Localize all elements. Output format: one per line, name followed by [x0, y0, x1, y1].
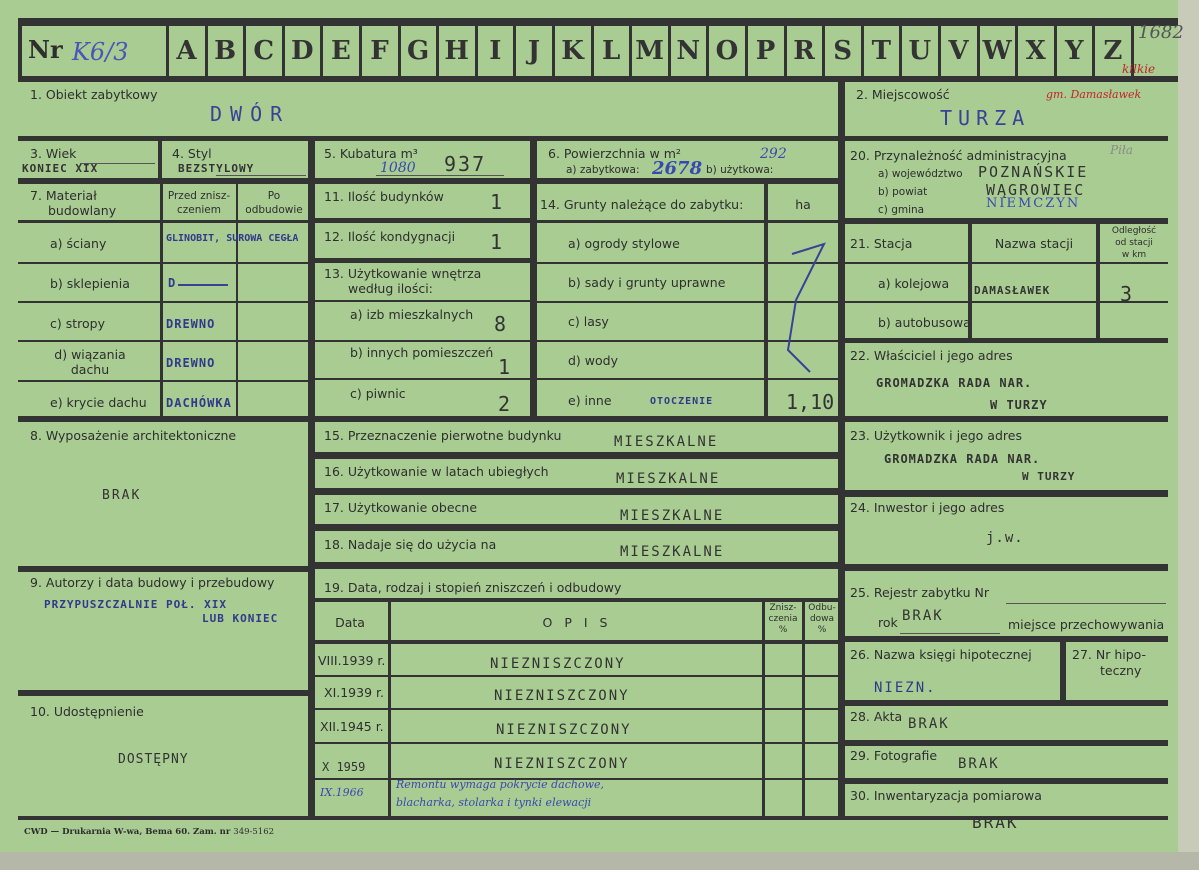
- letter-tab-t: T: [863, 26, 900, 76]
- col-nazwa-stacji: Nazwa stacji: [994, 236, 1074, 251]
- letter-separator: [861, 18, 864, 82]
- divider-7-r2: [18, 301, 310, 303]
- divider-below-23: [842, 490, 1168, 497]
- value-inne-pomieszczenia: 1: [498, 355, 513, 379]
- divider-below-17: [312, 524, 842, 531]
- label-obiekt: 1. Obiekt zabytkowy: [30, 87, 158, 102]
- divider-below-25: [842, 636, 1168, 642]
- divider-below-15: [312, 452, 842, 459]
- letter-tab-i: I: [477, 26, 514, 76]
- divider-below-26: [842, 700, 1168, 706]
- value-krycie: DACHÓWKA: [166, 396, 232, 410]
- value-stropy: DREWNO: [166, 317, 216, 331]
- col-przed-1: Przed znisz-: [167, 190, 231, 202]
- letter-tab-c: C: [245, 26, 282, 76]
- label-ha: ha: [795, 197, 811, 212]
- divider-row-mid: [18, 416, 1168, 422]
- letter-tab-v: V: [940, 26, 977, 76]
- label-inwentaryzacja: 30. Inwentaryzacja pomiarowa: [850, 788, 1042, 803]
- col-odleglosc-3: w km: [1121, 250, 1147, 260]
- value-wlasciciel-1: GROMADZKA RADA NAR.: [876, 376, 1033, 390]
- value-udostepnienie: DOSTĘPNY: [118, 752, 189, 767]
- letter-separator: [899, 18, 902, 82]
- col-odbudowa-1: Odbu-: [808, 603, 836, 613]
- letter-separator: [745, 18, 748, 82]
- letter-separator: [398, 18, 401, 82]
- label-wiazania-2: dachu: [70, 362, 110, 377]
- corner-note: kilkie: [1122, 62, 1156, 76]
- label-stropy: c) stropy: [50, 316, 105, 331]
- letter-separator: [1092, 18, 1095, 82]
- label-kolejowa: a) kolejowa: [878, 276, 950, 291]
- letter-tab-s: S: [824, 26, 861, 76]
- label-izby: a) izb mieszkalnych: [350, 307, 474, 322]
- letter-separator: [205, 18, 208, 82]
- letter-tab-r: R: [786, 26, 823, 76]
- label-kondygnacje: 12. Ilość kondygnacji: [324, 229, 456, 244]
- label-uzytkowanie-wnetrza-1: 13. Użytkowanie wnętrza: [324, 266, 482, 281]
- col-odleglosc-2: od stacji: [1115, 238, 1153, 248]
- value-pow-b: 292: [760, 146, 787, 162]
- divider-13-r1: [312, 300, 534, 302]
- value-akta: BRAK: [908, 716, 950, 732]
- label-fotografie: 29. Fotografie: [850, 748, 938, 763]
- note-pila: Piła: [1110, 143, 1133, 157]
- letter-separator: [282, 18, 285, 82]
- divider-below-9: [18, 690, 310, 696]
- letter-separator: [591, 18, 594, 82]
- value-piwnice: 2: [498, 392, 513, 416]
- divider-7-head: [18, 220, 310, 223]
- divider-26-27: [1060, 640, 1066, 702]
- letter-tab-j: J: [515, 26, 552, 76]
- letter-separator: [359, 18, 362, 82]
- letter-tab-o: O: [708, 26, 745, 76]
- letter-tab-g: G: [400, 26, 437, 76]
- label-powierzchnia: 6. Powierzchnia w m²: [548, 146, 681, 161]
- col-po-1: Po: [267, 190, 281, 202]
- letter-tab-x: X: [1017, 26, 1054, 76]
- letter-tab-n: N: [670, 26, 707, 76]
- letter-tab-z: Z: [1094, 26, 1131, 76]
- letter-tab-k: K: [554, 26, 591, 76]
- divider-below-28: [842, 740, 1168, 746]
- divider-below-8: [18, 566, 310, 572]
- label-stacja: 21. Stacja: [850, 236, 913, 251]
- value-inne-ha: 1,10: [786, 390, 835, 414]
- header-bar-left: [18, 18, 22, 82]
- col-data: Data: [335, 615, 365, 630]
- value-wiek: KONIEC XIX: [22, 162, 99, 175]
- row-desc-3: NIEZNISZCZONY: [496, 722, 632, 738]
- letter-separator: [822, 18, 825, 82]
- rok-underline: [900, 633, 1000, 634]
- label-uzytkowanie-wnetrza-2: według ilości:: [348, 281, 433, 296]
- letter-tab-w: W: [979, 26, 1016, 76]
- value-gmina: NIEMCZYN: [986, 196, 1081, 211]
- label-nadaje-sie: 18. Nadaje się do użycia na: [324, 537, 497, 552]
- label-nr-hipo-1: 27. Nr hipo-: [1072, 647, 1147, 662]
- row-date-3: XII.1945 r.: [320, 719, 384, 734]
- label-wiazania-1: d) wiązania: [54, 347, 126, 362]
- value-styl: BEZSTYLOWY: [178, 162, 255, 175]
- label-rejestr: 25. Rejestr zabytku Nr: [850, 585, 990, 600]
- label-material-2: budowlany: [48, 203, 117, 218]
- label-miejsce-przechowywania: miejsce przechowywania: [1008, 617, 1165, 632]
- value-kondygnacje: 1: [490, 230, 505, 254]
- letter-separator: [513, 18, 516, 82]
- col-zniszczenia-2: czenia: [768, 614, 798, 624]
- letter-separator: [938, 18, 941, 82]
- row-desc-1: NIEZNISZCZONY: [490, 656, 626, 672]
- divider-13-r2: [312, 340, 534, 342]
- letter-separator: [320, 18, 323, 82]
- divider-7-r3: [18, 340, 310, 342]
- value-sciany: GLINOBIT, SUROWA CEGŁA: [166, 233, 299, 244]
- value-otoczenie: OTOCZENIE: [650, 396, 714, 407]
- label-powiat: b) powiat: [878, 186, 928, 198]
- row-desc-5a: Remontu wymaga pokrycie dachowe,: [396, 778, 605, 791]
- header-bar-bottom: [18, 76, 1178, 82]
- value-budynki: 1: [490, 190, 505, 214]
- label-krycie: e) krycie dachu: [50, 395, 147, 410]
- card-edge-right: [1178, 0, 1199, 870]
- label-rok: rok: [878, 615, 898, 630]
- value-kubatura-old: 1080: [380, 160, 416, 176]
- label-miejscowosc: 2. Miejscowość: [856, 87, 950, 102]
- row-desc-2: NIEZNISZCZONY: [494, 688, 630, 704]
- letter-separator: [552, 18, 555, 82]
- letter-separator: [784, 18, 787, 82]
- value-wiazania: DREWNO: [166, 356, 216, 370]
- label-sciany: a) ściany: [50, 236, 107, 251]
- col-odbudowa-3: %: [817, 625, 827, 635]
- label-przynaleznosc: 20. Przynależność administracyjna: [850, 148, 1067, 163]
- label-kubatura: 5. Kubatura m³: [324, 146, 418, 161]
- value-miejscowosc: TURZA: [940, 106, 1031, 130]
- label-grunty: 14. Grunty należące do zabytku:: [540, 197, 744, 212]
- value-powiat: WĄGROWIEC: [986, 181, 1086, 199]
- nr-label: Nr: [28, 35, 63, 64]
- row-date-2: XI.1939 r.: [324, 685, 384, 700]
- label-piwnice: c) piwnic: [350, 386, 406, 401]
- row-desc-5b: blacharka, stolarka i tynki elewacji: [396, 796, 592, 809]
- label-budynki: 11. Ilość budynków: [324, 189, 444, 204]
- col-zniszczenia-3: %: [778, 625, 788, 635]
- label-lasy: c) lasy: [568, 314, 609, 329]
- letter-tab-y: Y: [1056, 26, 1093, 76]
- value-uzytkownik-1: GROMADZKA RADA NAR.: [884, 452, 1041, 466]
- label-pow-a: a) zabytkowa:: [566, 164, 640, 176]
- footer-printer: [24, 825, 274, 839]
- divider-below-24: [842, 564, 1168, 571]
- label-pow-b: b) użytkowa:: [706, 164, 774, 176]
- label-uzytkowanie-ubiegle: 16. Użytkowanie w latach ubiegłych: [324, 464, 549, 479]
- value-kubatura: 937: [444, 152, 487, 176]
- divider-below-21: [842, 338, 1168, 343]
- value-uzytkowanie-obecne: MIESZKALNE: [620, 508, 725, 524]
- grunty-bracket-mark: [770, 240, 830, 380]
- col-opis: O P I S: [542, 615, 612, 630]
- row-date-4: X 1959: [322, 760, 366, 774]
- letter-tab-e: E: [322, 26, 359, 76]
- value-autorzy-2: LUB KONIEC: [202, 612, 279, 625]
- label-ksiega: 26. Nazwa księgi hipotecznej: [850, 647, 1032, 662]
- divider-below-11: [312, 218, 534, 223]
- value-rejestr: BRAK: [902, 608, 944, 624]
- divider-19-r2: [312, 708, 842, 710]
- label-styl: 4. Styl: [172, 146, 212, 161]
- value-odleglosc: 3: [1120, 282, 1135, 306]
- label-wojewodztwo: a) województwo: [878, 168, 963, 180]
- label-wody: d) wody: [568, 353, 618, 368]
- label-udostepnienie: 10. Udostępnienie: [30, 704, 144, 719]
- letter-separator: [475, 18, 478, 82]
- divider-row1-v: [838, 82, 845, 139]
- footer-printer-text: CWD — Drukarnia W-wa, Bema 60. Zam. nr: [24, 827, 231, 837]
- letter-separator: [977, 18, 980, 82]
- divider-below-5: [312, 178, 534, 184]
- label-uzytkowanie-obecne: 17. Użytkowanie obecne: [324, 500, 478, 515]
- row-date-1: VIII.1939 r.: [318, 653, 386, 668]
- letter-tab-b: B: [207, 26, 244, 76]
- row-date-5: IX.1966: [320, 786, 364, 799]
- value-autorzy-1: PRZYPUSZCZALNIE POŁ. XIX: [44, 598, 227, 611]
- label-nr-hipo-2: teczny: [1100, 663, 1142, 678]
- label-ogrody: a) ogrody stylowe: [568, 236, 680, 251]
- letter-tab-p: P: [747, 26, 784, 76]
- card-edge-bottom: [0, 852, 1199, 870]
- styl-underline: [216, 175, 306, 176]
- divider-below-16: [312, 488, 842, 495]
- col-zniszczenia-1: Znisz-: [769, 603, 797, 613]
- divider-19-r1: [312, 675, 842, 677]
- value-uzytkownik-2: W TURZY: [1022, 470, 1076, 483]
- value-sklepienia: D: [168, 276, 178, 290]
- divider-below-18: [312, 562, 842, 569]
- value-nadaje-sie: MIESZKALNE: [620, 544, 725, 560]
- value-przeznaczenie: MIESZKALNE: [614, 434, 719, 450]
- corner-number: 1682: [1138, 22, 1184, 43]
- letter-tab-l: L: [593, 26, 630, 76]
- letter-tab-f: F: [361, 26, 398, 76]
- label-przeznaczenie: 15. Przeznaczenie pierwotne budynku: [324, 428, 562, 443]
- label-inwestor: 24. Inwestor i jego adres: [850, 500, 1005, 515]
- value-ksiega: NIEZN.: [874, 680, 937, 696]
- letter-separator: [706, 18, 709, 82]
- letter-separator: [629, 18, 632, 82]
- value-stacja-kolejowa: DAMASŁAWEK: [974, 284, 1051, 297]
- label-akta: 28. Akta: [850, 709, 903, 724]
- label-material-1: 7. Materiał: [30, 188, 97, 203]
- divider-7-r4: [18, 380, 310, 382]
- letter-tab-u: U: [901, 26, 938, 76]
- sklepienia-dash: [178, 284, 228, 286]
- divider-3-4: [158, 138, 162, 180]
- rejestr-underline: [1006, 603, 1166, 604]
- divider-14-head: [534, 220, 840, 223]
- label-wiek: 3. Wiek: [30, 146, 77, 161]
- letter-separator: [436, 18, 439, 82]
- note-gmina: gm. Damasławek: [1046, 88, 1142, 101]
- label-inne-pomieszczenia: b) innych pomieszczeń: [350, 345, 494, 360]
- label-sklepienia: b) sklepienia: [50, 276, 130, 291]
- header-bar-top: [18, 18, 1178, 26]
- label-zniszczenia: 19. Data, rodzaj i stopień zniszczeń i odbudowy: [324, 580, 622, 595]
- label-inne: e) inne: [568, 393, 612, 408]
- col-po-2: odbudowie: [245, 204, 303, 216]
- value-wlasciciel-2: W TURZY: [990, 398, 1048, 412]
- label-wyposazenie: 8. Wyposażenie architektoniczne: [30, 428, 237, 443]
- value-wyposazenie: BRAK: [102, 488, 142, 503]
- value-pow-a: 2678: [652, 158, 703, 179]
- letter-tab-d: D: [284, 26, 321, 76]
- letter-separator: [166, 18, 169, 82]
- footer-order: 349-5162: [233, 827, 275, 837]
- label-sady: b) sady i grunty uprawne: [568, 275, 726, 290]
- divider-21-head: [842, 262, 1168, 264]
- col-przed-2: czeniem: [176, 204, 221, 216]
- letter-tab-h: H: [438, 26, 475, 76]
- divider-below-12: [312, 258, 534, 263]
- divider-7-r1: [18, 262, 310, 264]
- label-uzytkownik: 23. Użytkownik i jego adres: [850, 428, 1022, 443]
- label-gmina: c) gmina: [878, 204, 925, 216]
- letter-tab-a: A: [168, 26, 205, 76]
- value-obiekt: DWÓR: [210, 102, 291, 126]
- nr-value: K6/3: [72, 38, 129, 66]
- value-wojewodztwo: POZNAŃSKIE: [978, 163, 1089, 181]
- value-fotografie: BRAK: [958, 756, 1000, 772]
- value-inwestor: j.w.: [986, 530, 1024, 546]
- letter-separator: [243, 18, 246, 82]
- letter-separator: [1054, 18, 1057, 82]
- label-autobusowa: b) autobusowa: [878, 315, 971, 330]
- divider-19-r3: [312, 742, 842, 744]
- label-wlasciciel: 22. Właściciel i jego adres: [850, 348, 1013, 363]
- divider-col-c: [838, 138, 845, 818]
- divider-row1-h: [18, 136, 1168, 141]
- row-desc-4: NIEZNISZCZONY: [494, 756, 630, 772]
- divider-below-3: [18, 178, 310, 184]
- letter-separator: [668, 18, 671, 82]
- label-autorzy: 9. Autorzy i data budowy i przebudowy: [30, 575, 275, 590]
- value-izby: 8: [494, 312, 509, 336]
- col-odleglosc-1: Odległość: [1111, 226, 1157, 236]
- value-uzytkowanie-ubiegle: MIESZKALNE: [616, 471, 721, 487]
- divider-below-20: [842, 218, 1168, 224]
- col-odbudowa-2: dowa: [809, 614, 835, 624]
- value-inwentaryzacja: BRAK: [972, 813, 1019, 832]
- letter-tab-m: M: [631, 26, 668, 76]
- letter-separator: [1015, 18, 1018, 82]
- divider-below-29: [842, 778, 1168, 784]
